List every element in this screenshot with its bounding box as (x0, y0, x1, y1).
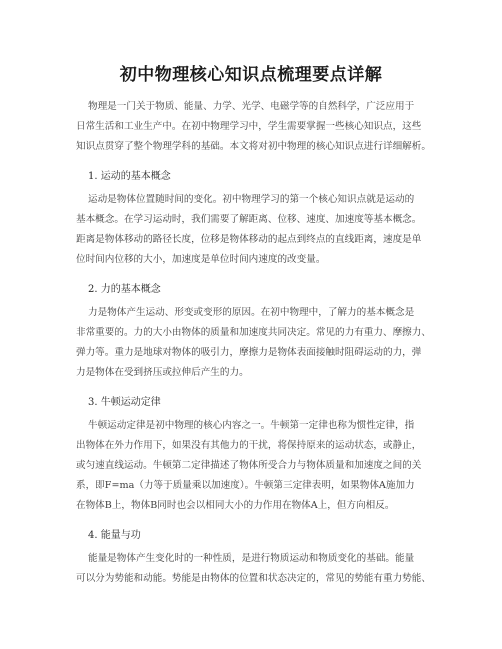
section-line: 距离是物体移动的路径长度，位移是物体移动的起点到终点的直线距离，速度是单 (76, 234, 422, 245)
section-heading: 4. 能量与功 (88, 530, 141, 541)
section-line: 运动是物体位置随时间的变化。初中物理学习的第一个核心知识点就是运动的 (88, 194, 415, 205)
section-line: 能量是物体产生变化时的一种性质，是进行物质运动和物质变化的基础。能量 (88, 553, 415, 564)
intro-line: 知识点贯穿了整个物理学科的基础。本文将对初中物理的核心知识点进行详细解析。 (76, 141, 431, 152)
section-line: 可以分为势能和动能。势能是由物体的位置和状态决定的，常见的势能有重力势能、 (76, 573, 431, 584)
section-line: 牛顿运动定律是初中物理的核心内容之一。牛顿第一定律也称为惯性定律，指 (88, 420, 415, 431)
section-line: 出物体在外力作用下，如果没有其他力的干扰，将保持原来的运动状态，或静止， (76, 440, 422, 451)
section-line: 基本概念。在学习运动时，我们需要了解距离、位移、速度、加速度等基本概念。 (76, 214, 422, 225)
section-line: 力是物体产生运动、形变或变形的原因。在初中物理中，了解力的基本概念是 (88, 307, 415, 318)
section-line: 位时间内位移的大小，加速度是单位时间内速度的改变量。 (76, 254, 326, 265)
section-heading: 2. 力的基本概念 (88, 284, 161, 295)
section-line: 弹力等。重力是地球对物体的吸引力，摩擦力是物体表面接触时阻碍运动的力，弹 (76, 347, 422, 358)
section-line: 系，即F=ma（力等于质量乘以加速度）。牛顿第三定律表明，如果物体A施加力 (76, 480, 415, 491)
intro-line: 物理是一门关于物质、能量、力学、光学、电磁学等的自然科学，广泛应用于 (88, 101, 415, 112)
section-heading: 1. 运动的基本概念 (88, 171, 171, 182)
section-line: 力是物体在受到挤压或拉伸后产生的力。 (76, 367, 249, 378)
intro-line: 日常生活和工业生产中。在初中物理学习中，学生需要掌握一些核心知识点，这些 (76, 121, 422, 132)
section-line: 在物体B上，物体B同时也会以相同大小的力作用在物体A上，但方向相反。 (76, 500, 395, 511)
document-title: 初中物理核心知识点梳理要点详解 (119, 65, 383, 85)
section-heading: 3. 牛顿运动定律 (88, 397, 161, 408)
section-line: 非常重要的。力的大小由物体的质量和加速度共同决定。常见的力有重力、摩擦力、 (76, 327, 431, 338)
section-line: 或匀速直线运动。牛顿第二定律描述了物体所受合力与物体质量和加速度之间的关 (76, 460, 422, 471)
